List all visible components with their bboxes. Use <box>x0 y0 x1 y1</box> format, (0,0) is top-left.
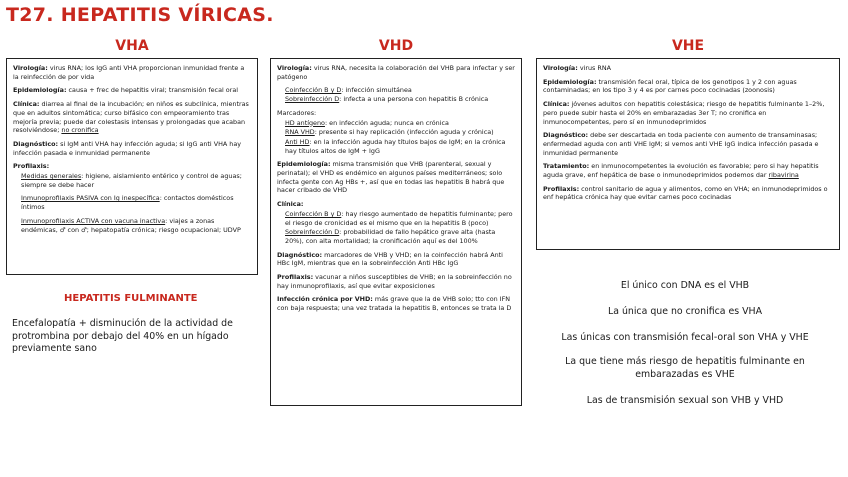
vhd-cronica-label: Infección crónica por VHD: <box>277 295 373 304</box>
vhd-diagnostico-label: Diagnóstico: <box>277 250 323 259</box>
vhd-profilaxis <box>277 273 515 290</box>
vhd-clin-coinf-label: Coinfección B y D <box>285 209 342 218</box>
vhd-clin-sobre <box>277 228 515 245</box>
vha-inm-pasiva <box>13 194 251 211</box>
note-dna: El único con DNA es el VHB <box>620 280 750 291</box>
vhe-virologia <box>543 64 833 73</box>
vhe-tratamiento-label: Tratamiento: <box>543 162 590 171</box>
fulminante-heading: HEPATITIS FULMINANTE <box>64 293 198 304</box>
vha-box <box>6 58 258 275</box>
vha-diagnostico <box>13 140 251 157</box>
vhd-anti-hd <box>277 138 515 155</box>
vha-clinica-underlined: no cronifica <box>61 126 99 135</box>
vhe-profilaxis-label: Profilaxis: <box>543 184 580 193</box>
vha-virologia-text: virus RNA; los IgG anti VHA proporcionan inmunidad frente a la reinfección de por vida <box>13 64 245 81</box>
vhe-profilaxis <box>543 185 833 202</box>
vhd-diagnostico <box>277 251 515 268</box>
vhd-rna-label: RNA VHD <box>285 128 315 137</box>
fulminante-text: Encefalopatía + disminución de la actividad de protrombina por debajo del 40% en un hígado previamente sano <box>12 318 233 354</box>
vhd-sobreinf-text: : infecta a una persona con hepatitis B crónica <box>339 95 489 104</box>
vhe-epidemiologia-label: Epidemiología: <box>543 77 597 86</box>
vhe-heading: VHE <box>671 38 705 54</box>
vhd-hd-antigeno-label: HD antígeno <box>285 118 325 127</box>
vha-virologia <box>13 64 251 81</box>
vha-diagnostico-text: si IgM anti VHA hay infección aguda; si IgG anti VHA hay infección pasada e inmunidad permanente <box>13 139 242 157</box>
vhe-tratamiento <box>543 162 833 179</box>
vha-clinica-label: Clínica: <box>13 100 40 109</box>
vhd-cronica <box>277 295 515 312</box>
vhe-profilaxis-text: control sanitario de agua y alimentos, como en VHA; en inmunodeprimidos o enf hepática crónica hay que evitar carnes poco cocinadas <box>543 184 828 202</box>
vha-epidemiologia-label: Epidemiología: <box>13 86 67 95</box>
vhd-rna-text: : presente si hay replicación (infección aguda y crónica) <box>314 128 494 137</box>
vha-inm-activa <box>13 217 251 234</box>
vha-inm-pasiva-text: : contactos domésticos íntimos <box>21 194 234 212</box>
vhd-anti-hd-label: Anti HD <box>285 137 310 146</box>
vhd-box <box>270 58 522 406</box>
vhd-epidemiologia <box>277 160 515 195</box>
vhd-virologia <box>277 64 515 81</box>
vhd-heading: VHD <box>378 38 414 54</box>
vhd-marcadores: Marcadores: <box>277 108 317 117</box>
vha-epidemiologia-text: causa + frec de hepatitis viral; transmisión fecal oral <box>66 86 239 95</box>
vhe-diagnostico <box>543 131 833 157</box>
note-fulminante-embarazadas: La que tiene más riesgo de hepatitis fulminante en embarazadas es VHE <box>565 356 805 380</box>
vha-epidemiologia <box>13 86 251 95</box>
vha-medidas-label: Medidas generales <box>21 172 82 181</box>
vha-diagnostico-label: Diagnóstico: <box>13 139 59 148</box>
vhe-diagnostico-text: debe ser descartada en toda paciente con aumento de transaminasas; enfermedad aguda con anti VHE IgM; si vemos anti VHE IgG indica infección pasada e inmunidad permanente <box>543 131 819 157</box>
vhd-clin-coinf <box>277 210 515 227</box>
vhd-coinf-label: Coinfección B y D <box>285 86 342 95</box>
note-sexual: Las de transmisión sexual son VHB y VHD <box>586 395 784 406</box>
vhe-clinica <box>543 100 833 126</box>
page-title: T27. HEPATITIS VÍRICAS. <box>6 4 274 26</box>
vhd-clin-sobre-label: Sobreinfección D <box>285 228 340 237</box>
vhd-clin-sobre-text: : probabilidad de fallo hepático grave alta (hasta 20%), con alta mortalidad; la cronificación aquí es del 100% <box>285 228 496 245</box>
vha-inm-pasiva-label: Inmunoprofilaxis PASIVA con Ig inespecífica <box>21 194 160 203</box>
vha-clinica <box>13 100 251 135</box>
vha-inm-activa-text: : viajes a zonas endémicas, ♂ con ♂; hepatopatía crónica; riesgo ocupacional; UDVP <box>21 216 241 234</box>
vhd-clin-coinf-text: : hay riesgo aumentado de hepatitis fulminante; pero el riesgo de cronicidad es el mismo que en la hepatitis B (poco) <box>285 209 513 227</box>
vhd-sobreinf-label: Sobreinfección D <box>285 95 340 104</box>
vhe-virologia-text: virus RNA <box>577 64 612 72</box>
vhe-tratamiento-underlined: ribavirina <box>768 171 799 180</box>
vha-inm-activa-label: Inmunoprofilaxis ACTIVA con vacuna inactiva <box>21 216 166 225</box>
vhd-hd-antigeno <box>277 119 515 128</box>
note-no-cronifica: La única que no cronifica es VHA <box>608 306 762 317</box>
vha-medidas-text: : higiene, aislamiento entérico y control de aguas; siempre se debe hacer <box>21 172 242 189</box>
vhd-clinica-label: Clínica: <box>277 200 304 209</box>
vha-heading: VHA <box>115 38 149 54</box>
vhd-rna <box>277 128 515 137</box>
vhe-epidemiologia-text: transmisión fecal oral, típica de los genotipos 1 y 2 con aguas contaminadas; en los tipo 3 y 4 es por carnes poco cocinadas (zoonosis) <box>543 77 797 95</box>
vhe-tratamiento-text: en inmunocompetentes la evolución es favorable; pero si hay hepatitis aguda grave, enf hepática de base o inmunodeprimidos podemos dar <box>543 162 819 180</box>
vhd-sobreinf <box>277 95 515 104</box>
vhd-profilaxis-label: Profilaxis: <box>277 273 314 282</box>
vhe-clinica-text: jóvenes adultos con hepatitis colestásica; riesgo de hepatitis fulminante 1–2%, pero puede subir hasta el 20% en embarazadas 3er T; no cronifica en inmunocompetentes, pero sí en inmunodeprimidos <box>543 100 825 126</box>
vhd-virologia-label: Virología: <box>277 64 312 72</box>
vhe-box <box>536 58 840 250</box>
vha-profilaxis-label: Profilaxis: <box>13 162 50 171</box>
vhe-clinica-label: Clínica: <box>543 100 570 109</box>
vhd-coinf <box>277 86 515 95</box>
vhd-profilaxis-text: vacunar a niños susceptibles de VHB; en la sobreinfección no hay inmunoprofilaxis, así que evitar exposiciones <box>277 273 512 290</box>
vhd-hd-antigeno-text: : en infección aguda; nunca en crónica <box>324 118 449 127</box>
vha-clinica-text: diarrea al final de la incubación; en niños es subclínica, mientras que en adultos sintomática; curso bifásico con empeoramiento tras mejoría previa; puede dar colestasis intensas y prolongadas que acaban resolviéndose; <box>13 100 249 135</box>
vhe-diagnostico-label: Diagnóstico: <box>543 131 589 140</box>
vha-medidas <box>13 172 251 189</box>
vhe-epidemiologia <box>543 78 833 95</box>
vhd-diagnostico-text: marcadores de VHB y VHD; en la coinfección habrá Anti HBc IgM, mientras que en la sobreinfección Anti HBc IgG <box>277 250 503 268</box>
vhd-coinf-text: : infección simultánea <box>341 86 412 95</box>
vhd-cronica-text: más grave que la de VHB solo; tto con IFN con baja respuesta; una vez tratada la hepatitis B, entonces se trata la D <box>277 295 512 313</box>
note-fecal-oral: Las únicas con transmisión fecal-oral son VHA y VHE <box>561 332 809 343</box>
vhd-anti-hd-text: : en la infección aguda hay títulos bajos de IgM; en la crónica hay títulos altos de IgM + IgG <box>285 137 506 155</box>
vhe-virologia-label: Virología: <box>543 64 578 72</box>
vhd-epidemiologia-text: misma transmisión que VHB (parenteral, sexual y perinatal); el VHD es endémico en algunos países mediterráneos; solo infecta gente con Ag HBs +, así que en todas las hepatitis B habrá que hacer cribado de VHD <box>277 160 505 195</box>
vhd-virologia-text: virus RNA, necesita la colaboración del VHB para infectar y ser patógeno <box>277 64 515 81</box>
vhd-epidemiologia-label: Epidemiología: <box>277 160 331 169</box>
vha-virologia-label: Virología: <box>13 64 48 72</box>
